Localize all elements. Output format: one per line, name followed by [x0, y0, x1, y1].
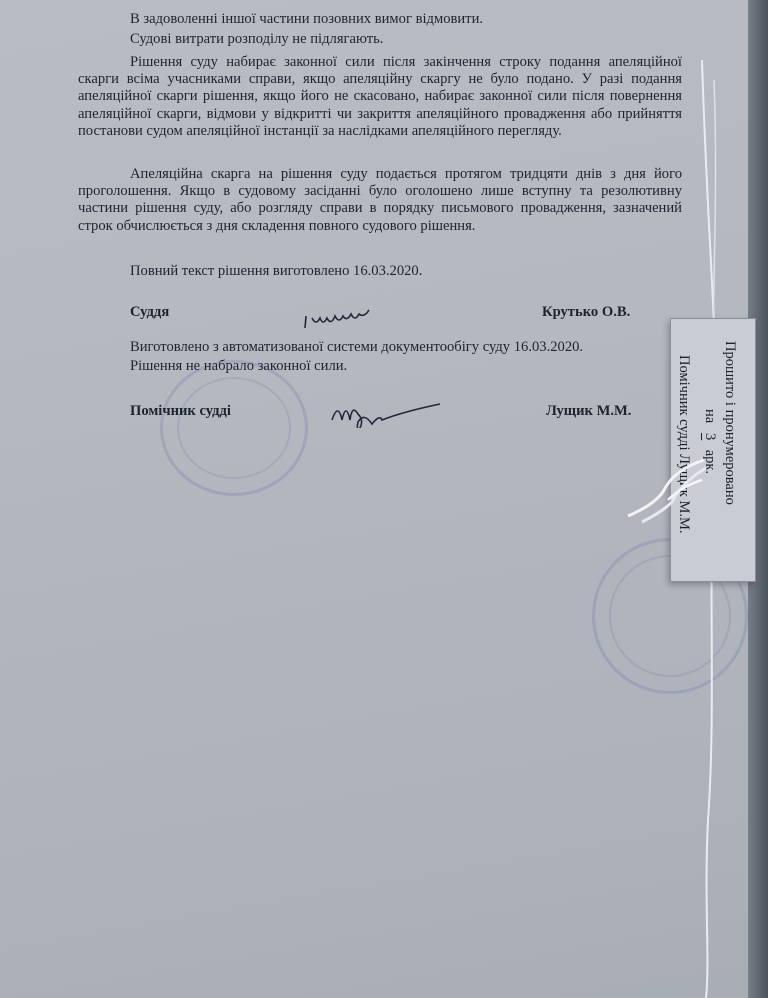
judge-signature — [298, 304, 388, 338]
paragraph-2: Судові витрати розподілу не підлягають. — [130, 31, 384, 47]
paragraph-4: Апеляційна скарга на рішення суду подається протягом тридцяти днів з дня його проголошення. Якщо в судовому засіданні було оголошено лише вступну та резолютивну частини рішення суду, або розгляду справи в порядку письмового провадження, зазначений строк обчислюється з дня складення повного судового рішення. — [78, 166, 682, 234]
thread-knot — [614, 450, 724, 530]
binding-label-suffix: арк. — [702, 449, 718, 475]
assistant-name: Лущик М.М. — [546, 403, 632, 419]
paragraph-5: Повний текст рішення виготовлено 16.03.2020. — [130, 263, 423, 279]
assistant-title: Помічник судді — [130, 403, 231, 419]
note-1: Виготовлено з автоматизованої системи документообігу суду 16.03.2020. — [130, 339, 584, 355]
paragraph-1: В задоволенні іншої частини позовних вимог відмовити. — [130, 11, 484, 27]
binding-label-name: Лущик М.М. — [676, 454, 692, 534]
paragraph-3: Рішення суду набирає законної сили після закінчення строку подання апеляційної скарги всіма учасниками справи, якщо апеляційну скаргу не було подано. У разі подання апеляційної скарги рішення, якщо його не скасовано, набирає законної сили після повернення апеляційної скарги, відмови у відкритті чи закриття апеляційного провадження або прийняття постанови судом апеляційної інстанції за наслідками апеляційного перегляду. — [78, 54, 682, 139]
binding-label-line1: Прошито і пронумеровано — [722, 341, 738, 505]
judge-title: Суддя — [130, 304, 170, 320]
binding-label-title: Помічник судді — [676, 355, 692, 451]
binding-label-prefix: на — [702, 409, 718, 424]
binding-label-count: 3 — [702, 432, 718, 441]
note-2: Рішення не набрало законної сили. — [130, 358, 348, 374]
judge-name: Крутько О.В. — [542, 304, 631, 320]
assistant-signature — [326, 394, 450, 428]
court-stamp — [160, 360, 308, 496]
